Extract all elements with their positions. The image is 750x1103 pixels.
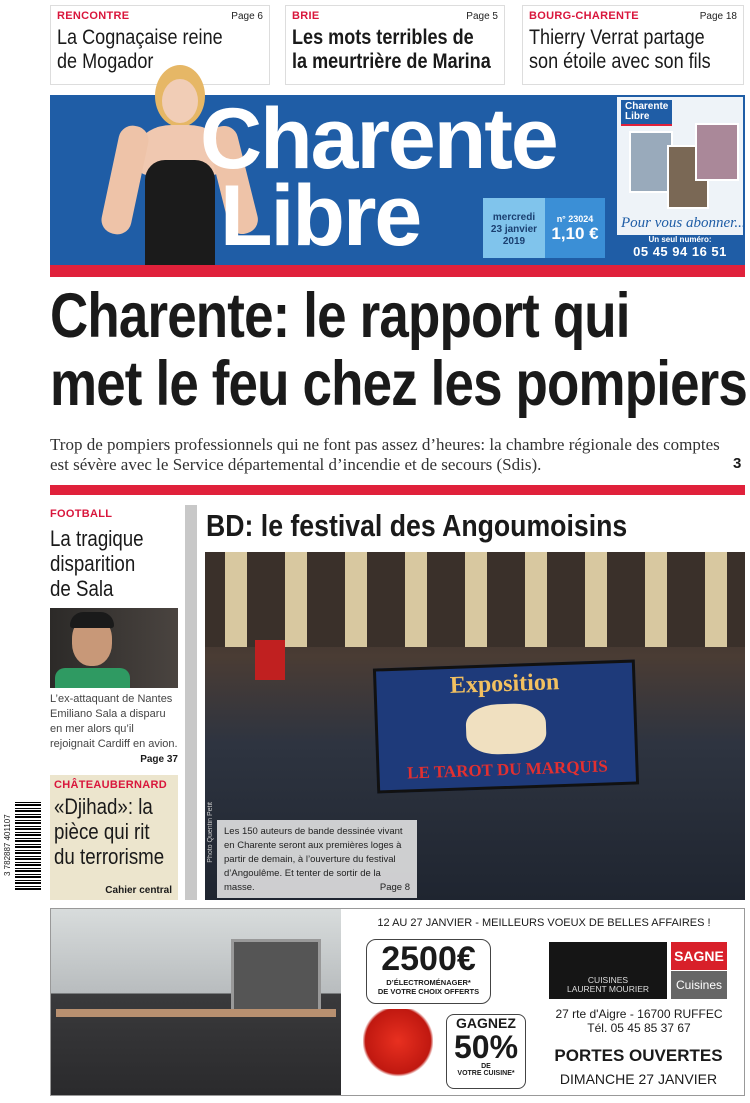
teaser-page: Page 5 [466,11,498,22]
newspaper-thumb [695,123,739,181]
ad-2500-box: 2500€ D’ÉLECTROMÉNAGER* DE VOTRE CHOIX OFFERTS [366,939,491,1004]
subscribe-tagline: Pour vous abonner... [621,215,746,231]
sagne-logo: SAGNE [671,942,727,970]
cuisines-logo: Cuisines [671,971,727,999]
gift-bow-icon [363,1009,433,1089]
teaser-page: Page 6 [231,11,263,22]
exposition-banner: Exposition LE TAROT DU MARQUIS [373,659,639,793]
teaser-kicker: BRIE [292,10,320,22]
masthead [50,91,746,265]
djihad-page: Cahier central [105,885,172,896]
teaser-kicker: RENCONTRE [57,10,130,22]
football-text: L’ex-attaquant de Nantes Emiliano Sala a disparu en mer alors qu’il rejoignait Cardiff en avion. Page 37 [50,693,178,765]
price-box: n° 23024 1,10 € [545,198,605,258]
lead-headline[interactable]: Charente: le rapport qui met le feu chez les pompiers [50,281,748,419]
column-divider [185,505,197,900]
mini-logo: Charente Libre [621,100,672,126]
date-box: mercredi 23 janvier 2019 [483,198,545,258]
teaser-kicker: BOURG-CHARENTE [529,10,639,22]
ad-50-box: GAGNEZ 50% DE VOTRE CUISINE* [446,1014,526,1089]
logo-libre: Libre [220,168,421,264]
advertisement[interactable] [50,908,745,1096]
subscribe-label: Un seul numéro: [648,235,712,244]
logo-charente: Charente [200,91,557,187]
barcode [15,800,41,890]
ad-open-house: PORTES OUVERTES [554,1046,723,1065]
laurent-mourier-logo: CUISINES LAURENT MOURIER [549,942,667,999]
teaser-title: Les mots terribles de la meurtrière de Marina [292,26,491,73]
football-kicker: FOOTBALL [50,508,113,520]
bd-caption: Les 150 auteurs de bande dessinée vivant en Charente seront aux premières loges à partir de demain, à l’ouverture du festival d’Angoulême. Et tenter de sortir de la masse. Page 8 [217,820,417,898]
ad-headline: 12 AU 27 JANVIER - MEILLEURS VOEUX DE BELLES AFFAIRES ! [377,917,711,929]
subscribe-phone: 05 45 94 16 51 [633,244,727,259]
subscribe-box[interactable] [617,97,746,263]
lead-page: 3 [733,455,742,472]
photo-credit: Photo Quentin Petit [207,802,214,863]
sala-photo [50,608,178,688]
teaser-brie[interactable] [285,5,505,85]
football-article[interactable] [50,508,178,767]
divider [50,265,745,277]
football-title: La tragique disparition de Sala [50,526,144,601]
teaser-page: Page 18 [699,11,737,22]
red-chair [255,640,285,680]
divider [50,485,745,495]
lead-summary: Trop de pompiers professionnels qui ne font pas assez d’heures: la chambre régionale des comptes est sévère avec le Service départemental d’incendie et de secours (Sdis). [50,435,720,474]
ad-address: 27 rte d'Aigre - 16700 RUFFEC Tél. 05 45 85 37 67 [555,1007,723,1035]
barcode-number: 3 782887 401107 [3,814,12,876]
djihad-kicker: CHÂTEAUBERNARD [54,779,167,791]
teaser-bourg-charente[interactable] [522,5,744,85]
bd-headline[interactable]: BD: le festival des Angoumoisins [206,508,628,543]
teaser-title: La Cognaçaise reine de Mogador [57,26,223,73]
football-page: Page 37 [140,754,178,765]
bd-page: Page 8 [379,882,410,893]
ad-date: DIMANCHE 27 JANVIER [559,1071,718,1087]
djihad-article[interactable] [50,775,178,900]
djihad-title: «Djihad»: la pièce qui rit du terrorisme [54,794,165,869]
wall-artworks [205,552,745,647]
bd-photo [205,552,745,900]
teaser-title: Thierry Verrat partage son étoile avec son fils [529,26,711,73]
kitchen-photo [51,909,341,1096]
